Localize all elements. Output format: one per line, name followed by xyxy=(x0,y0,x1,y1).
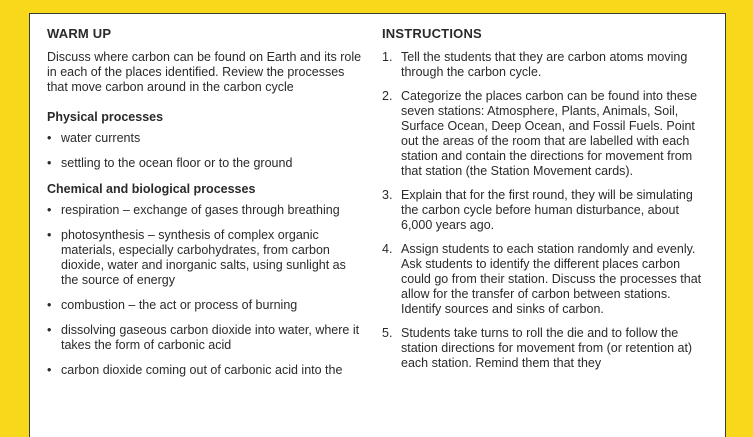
bullet-icon: • xyxy=(47,323,52,337)
bullet-icon: • xyxy=(47,363,52,377)
warm-up-intro: Discuss where carbon can be found on Earth and its role in each of the places identified. Review the processes that move carbon around in the carbon cycle xyxy=(47,50,362,94)
bullet-icon: • xyxy=(47,203,52,217)
instruction-item: 4. Assign students to each station randomly and evenly. Ask students to identify the different places carbon could go from their station. Discuss the processes that allow for the transfer of carbon between stations. Identify sources and sinks of carbon. xyxy=(382,242,702,316)
instructions-section xyxy=(382,26,712,380)
list-item: • carbon dioxide coming out of carbonic acid into the xyxy=(47,363,343,377)
instructions-list xyxy=(382,50,712,371)
instruction-item: 5. Students take turns to roll the die and to follow the station directions for movement from (or retention at) each station. Remind them that they xyxy=(382,326,693,370)
list-item: • dissolving gaseous carbon dioxide into water, where it takes the form of carbonic acid xyxy=(47,323,360,352)
warm-up-heading: WARM UP xyxy=(47,26,112,41)
bullet-icon: • xyxy=(47,156,52,170)
bullet-icon: • xyxy=(47,298,52,312)
instruction-item: 2. Categorize the places carbon can be found into these seven stations: Atmosphere, Plants, Animals, Soil, Surface Ocean, Deep Ocean, and Fossil Fuels. Point out the areas of the room that are labelled with each station and contain the directions for movement from that station (the Station Movement cards). xyxy=(382,89,698,178)
step-number: 2. xyxy=(382,89,393,103)
chemical-processes-heading: Chemical and biological processes xyxy=(47,182,256,196)
step-number: 5. xyxy=(382,326,393,340)
bullet-icon: • xyxy=(47,131,52,145)
bullet-icon: • xyxy=(47,228,52,242)
step-number: 4. xyxy=(382,242,393,256)
chemical-processes-list xyxy=(47,203,365,378)
worksheet-card xyxy=(29,13,726,437)
instruction-item: 1. Tell the students that they are carbon atoms moving through the carbon cycle. xyxy=(382,50,688,79)
warm-up-section xyxy=(47,26,365,388)
physical-processes-heading: Physical processes xyxy=(47,110,164,124)
list-item: • water currents xyxy=(47,131,141,145)
list-item: • photosynthesis – synthesis of complex organic materials, especially carbohydrates, from carbon dioxide, water and inorganic salts, using sunlight as the source of energy xyxy=(47,228,346,287)
list-item: • settling to the ocean floor or to the ground xyxy=(47,156,293,170)
step-number: 1. xyxy=(382,50,393,64)
step-number: 3. xyxy=(382,188,393,202)
list-item: • respiration – exchange of gases through breathing xyxy=(47,203,340,217)
list-item: • combustion – the act or process of burning xyxy=(47,298,298,312)
physical-processes-list xyxy=(47,131,365,171)
instructions-heading: INSTRUCTIONS xyxy=(382,26,482,41)
instruction-item: 3. Explain that for the first round, they will be simulating the carbon cycle before human disturbance, about 6,000 years ago. xyxy=(382,188,693,232)
